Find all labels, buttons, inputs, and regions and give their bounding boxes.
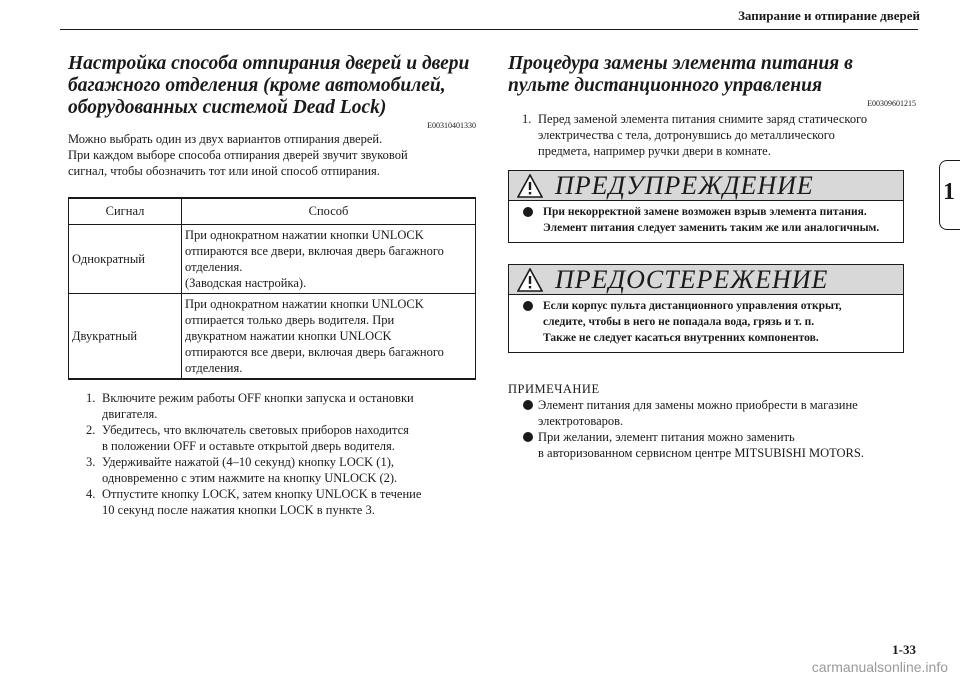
note-line: электротоваров. (538, 414, 624, 428)
table-cell-line: отделения. (185, 360, 243, 375)
table-cell-signal: Двукратный (69, 293, 182, 379)
table-cell-method (182, 293, 476, 379)
bullet-icon (523, 400, 533, 410)
right-column (508, 53, 916, 461)
intro-line: При каждом выборе способа отпирания дверей звучит звуковой (68, 148, 408, 162)
step-number: 4. (86, 486, 96, 501)
table-cell-line: При однократном нажатии кнопки UNLOCK (185, 227, 424, 242)
table-row (69, 224, 476, 293)
chapter-tab (939, 160, 960, 230)
step-line: Отпустите кнопку LOCK, затем кнопку UNLOCK в течение (102, 486, 422, 501)
step-line: в положении OFF и оставьте открытой дверь водителя. (102, 438, 395, 453)
section-title-unlock-mode: Настройка способа отпирания дверей и двери багажного отделения (кроме автомобилей, оборудованных системой Dead Lock) (68, 53, 470, 118)
caution-triangle-icon (517, 268, 543, 292)
table-row (69, 293, 476, 379)
note-line: в авторизованном сервисном центре MITSUBISHI MOTORS. (538, 446, 864, 460)
page-number: 1-33 (892, 642, 916, 657)
step-line: 10 секунд после нажатия кнопки LOCK в пункте 3. (102, 502, 375, 517)
table-header-row (69, 198, 476, 224)
section-title-battery-replacement: Процедура замены элемента питания в пульте дистанционного управления (508, 53, 853, 96)
note-line: Элемент питания для замены можно приобрести в магазине (538, 398, 858, 412)
table-cell-line: отпираются все двери, включая дверь багажного (185, 344, 444, 359)
left-column (68, 53, 476, 518)
intro-line: Можно выбрать один из двух вариантов отпирания дверей. (68, 132, 383, 146)
section-code: E00310401330 (427, 121, 476, 130)
table-cell-line: отпираются все двери, включая дверь багажного (185, 243, 444, 258)
list-item (68, 486, 476, 518)
step-number: 1. (522, 112, 532, 126)
step-line: электричества с тела, дотронувшись до металлического (538, 128, 835, 142)
intro-line: сигнал, чтобы обозначить тот или иной способ отпирания. (68, 164, 380, 178)
bullet-icon (523, 432, 533, 442)
intro-paragraph (68, 131, 476, 179)
step-line: одновременно с этим нажмите на кнопку UNLOCK (2). (102, 470, 398, 485)
watermark: carmanualsonline.info (811, 659, 948, 675)
page-header-title: Запирание и отпирание дверей (738, 8, 920, 23)
bullet-icon (523, 207, 533, 217)
caution-title: ПРЕДОСТЕРЕЖЕНИЕ (555, 265, 829, 294)
table-cell-line: отпирается только дверь водителя. При (185, 312, 395, 327)
table-header-signal: Сигнал (69, 198, 182, 224)
list-item (508, 111, 916, 159)
table-cell-line: двукратном нажатии кнопки UNLOCK (185, 328, 392, 343)
list-item (508, 429, 916, 461)
step-line: предмета, например ручки двери в комнате. (538, 144, 771, 158)
step-line: Перед заменой элемента питания снимите заряд статического (538, 112, 868, 126)
table-cell-line: (Заводская настройка). (185, 275, 307, 290)
warning-text (523, 204, 893, 236)
note-label: ПРИМЕЧАНИЕ (508, 382, 600, 396)
caution-header (509, 265, 903, 295)
step-line: Удерживайте нажатой (4–10 секунд) кнопку LOCK (1), (102, 454, 394, 469)
caution-line: Если корпус пульта дистанционного управления открыт, (543, 300, 842, 312)
step-number: 1. (86, 390, 96, 405)
list-item (68, 422, 476, 454)
warning-triangle-icon (517, 174, 543, 198)
table-cell-signal: Однократный (69, 224, 182, 293)
caution-line: Также не следует касаться внутренних компонентов. (543, 332, 819, 344)
procedure-steps (68, 390, 476, 518)
warning-title: ПРЕДУПРЕЖДЕНИЕ (555, 171, 814, 200)
step-number: 2. (86, 422, 96, 437)
header-divider (60, 29, 918, 30)
table-cell-method (182, 224, 476, 293)
section-code: E00309601215 (867, 99, 916, 108)
step-line: Включите режим работы OFF кнопки запуска и остановки (102, 390, 414, 405)
warning-box (508, 170, 904, 243)
list-item (508, 397, 916, 429)
caution-text (523, 298, 893, 346)
list-item (68, 390, 476, 422)
table-cell-line: отделения. (185, 259, 243, 274)
caution-box (508, 264, 904, 353)
note-line: При желании, элемент питания можно заменить (538, 430, 795, 444)
caution-line: следите, чтобы в него не попадала вода, грязь и т. п. (543, 316, 815, 328)
bullet-icon (523, 301, 533, 311)
warning-line: При некорректной замене возможен взрыв элемента питания. (543, 206, 867, 218)
table-header-method: Способ (182, 198, 476, 224)
chapter-tab-number: 1 (943, 179, 955, 205)
list-item (68, 454, 476, 486)
step-line: Убедитесь, что включатель световых приборов находится (102, 422, 409, 437)
warning-line: Элемент питания следует заменить таким же или аналогичным. (543, 222, 880, 234)
step-line: двигателя. (102, 406, 158, 421)
step-number: 3. (86, 454, 96, 469)
unlock-method-table (68, 197, 476, 380)
table-cell-line: При однократном нажатии кнопки UNLOCK (185, 296, 424, 311)
warning-header (509, 171, 903, 201)
